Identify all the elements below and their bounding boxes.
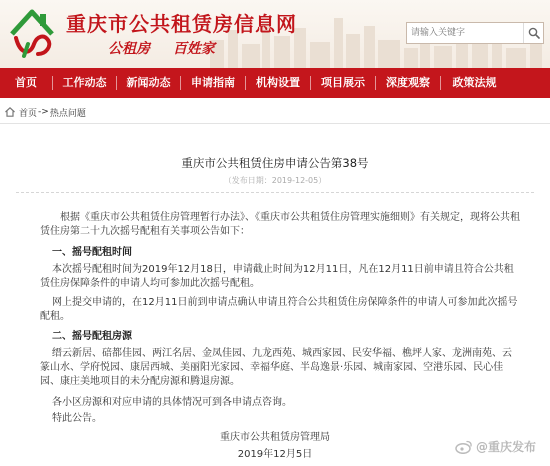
article-title: 重庆市公共租赁住房申请公告第38号 (181, 156, 369, 170)
section-2-heading: 二、摇号配租房源 (52, 331, 132, 342)
section-2-paragraph-1: 缙云新居、碚都佳园、两江名居、金凤佳园、九龙西苑、城西家园、民安华福、樵坪人家、龙洲南苑、云篆山水、学府悦园、康居西城、美丽阳光家园、幸福华庭、半岛逸景·乐园、城南家园、空港乐园、民心佳园、康庄美地项目的未分配房源和腾退房源。 (40, 348, 512, 387)
watermark-text: @重庆发布 (476, 440, 537, 454)
weibo-icon (455, 439, 473, 454)
search-button[interactable] (523, 23, 543, 43)
section-1-paragraph-1: 本次摇号配租时间为2019年12月18日，申请截止时间为12月11日，凡在12月11日前申请且符合公共租赁住房保障条件的申请人均可参加此次摇号配租。 (40, 264, 514, 289)
nav-item-policies[interactable]: 政策法规 (452, 76, 497, 89)
nav-item-organization[interactable]: 机构设置 (256, 76, 300, 89)
breadcrumb-divider (0, 123, 550, 124)
site-header (0, 0, 550, 68)
breadcrumb-current[interactable]: 热点问题 (49, 108, 86, 119)
nav-item-home[interactable]: 首页 (15, 76, 37, 89)
section-2-paragraph-2: 各小区房源和对应申请的具体情况可到各申请点咨询。 (52, 397, 292, 408)
section-1-heading: 一、摇号配租时间 (52, 247, 132, 258)
nav-item-projects[interactable]: 项目展示 (321, 76, 365, 89)
search-icon (528, 27, 540, 39)
site-logo (6, 4, 62, 60)
closing-remark: 特此公告。 (52, 413, 102, 424)
search-box (406, 22, 544, 44)
slogan-part-1: 公租房 (108, 41, 150, 57)
article-intro: 根据《重庆市公共租赁住房管理暂行办法》、《重庆市公共租赁住房管理实施细则》有关规定，现将公共租赁住房第二十九次摇号配租有关事项公告如下： (40, 212, 520, 237)
site-title: 重庆市公共租赁房信息网 (66, 12, 297, 36)
signature-date: 2019年12月5日 (237, 449, 313, 460)
nav-item-work-news[interactable]: 工作动态 (62, 76, 107, 89)
site-slogan (108, 38, 233, 58)
search-input[interactable] (407, 23, 523, 43)
nav-item-news[interactable]: 新闻动态 (126, 76, 171, 89)
section-1-paragraph-2: 网上提交申请的，在12月11日前到申请点确认申请且符合公共租赁住房保障条件的申请人可参加此次摇号配租。 (40, 297, 518, 322)
title-divider (16, 192, 534, 193)
breadcrumb (4, 104, 86, 120)
home-icon (4, 106, 16, 118)
slogan-part-2: 百姓家 (172, 41, 215, 57)
weibo-watermark (455, 438, 536, 455)
breadcrumb-home[interactable]: 首页 (19, 108, 38, 119)
main-nav (0, 68, 550, 98)
breadcrumb-separator: -> (38, 107, 49, 117)
nav-item-in-depth[interactable]: 深度观察 (386, 76, 430, 89)
nav-item-application-guide[interactable]: 申请指南 (191, 76, 235, 89)
signature-organization: 重庆市公共租赁房管理局 (220, 432, 330, 443)
publish-date: （发布日期：2019-12-05） (223, 176, 327, 185)
